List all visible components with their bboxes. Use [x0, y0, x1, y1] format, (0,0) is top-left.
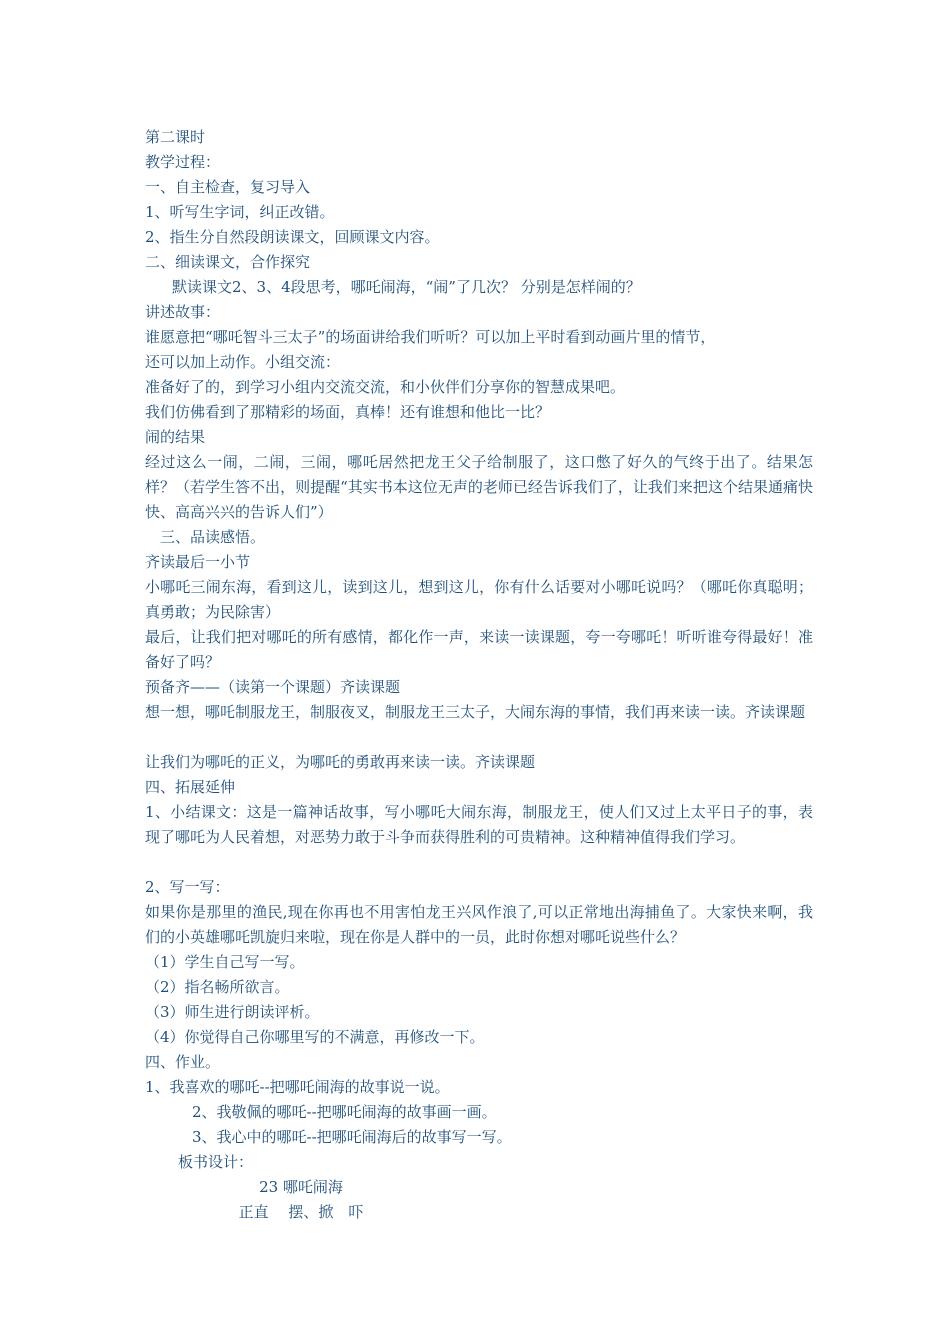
storytelling-label: 讲述故事：: [145, 303, 221, 321]
storytelling-prompt-line-2: 还可以加上动作。小组交流：: [145, 353, 341, 371]
writing-step-1: （1）学生自己写一写。: [145, 953, 305, 971]
writing-task-label: 2、写一写：: [145, 878, 230, 896]
result-paragraph: 经过这么一闹，二闹，三闹，哪吒居然把龙王父子给制服了，这口憋了好久的气终于出了。结果怎样？（若学生答不出，则提醒“其实书本这位无声的老师已经告诉我们了，让我们来把这个结果通痛快快、高高兴兴的告诉人们”）: [145, 453, 813, 521]
read-title-1: 预备齐——（读第一个课题）齐读课题: [145, 678, 401, 696]
section-3-heading: 三、品读感悟。: [160, 528, 266, 546]
board-design-label: 板书设计：: [178, 1153, 254, 1171]
step-1-1: 1、听写生字词，纠正改错。: [145, 203, 335, 221]
homework-item-2: 2、我敬佩的哪吒--把哪吒闹海的故事画一画。: [192, 1103, 497, 1121]
lesson-period-heading: 第二课时: [145, 128, 206, 146]
homework-item-3: 3、我心中的哪吒--把哪吒闹海后的故事写一写。: [192, 1128, 512, 1146]
read-last-section: 齐读最后一小节: [145, 553, 251, 571]
silent-reading-question: 默读课文2、3、4段思考，哪吒闹海，“闹”了几次？ 分别是怎样闹的？: [172, 278, 641, 296]
teaching-process-heading: 教学过程：: [145, 153, 221, 171]
storytelling-prompt-line-1: 谁愿意把“哪吒智斗三太子”的场面讲给我们听听？可以加上平时看到动画片里的情节，: [145, 328, 716, 346]
writing-step-2: （2）指名畅所欲言。: [145, 978, 290, 996]
reflection-paragraph: 小哪吒三闹东海，看到这儿，读到这儿，想到这儿，你有什么话要对小哪吒说吗？（哪吒你真聪明；真勇敢；为民除害）: [145, 578, 813, 621]
board-title: 23 哪吒闹海: [259, 1178, 343, 1196]
result-heading: 闹的结果: [145, 428, 206, 446]
group-exchange-text: 准备好了的，到学习小组内交流交流，和小伙伴们分享你的智慧成果吧。: [145, 378, 626, 396]
section-2-heading: 二、细读课文，合作探究: [145, 253, 311, 271]
writing-step-4: （4）你觉得自己你哪里写的不满意，再修改一下。: [145, 1028, 485, 1046]
writing-scenario-paragraph: 如果你是那里的渔民,现在你再也不用害怕龙王兴风作浪了,可以正常地出海捕鱼了。大家快来啊，我们的小英雄哪吒凯旋归来啦，现在你是人群中的一员，此时你想对哪吒说些什么？: [145, 903, 813, 946]
think-paragraph: 想一想，哪吒制服龙王，制服夜叉，制服龙王三太子，大闹东海的事情，我们再来读一读。齐读课题: [145, 703, 806, 721]
board-keywords: 正直 摆、掀 吓: [238, 1203, 364, 1221]
praise-text: 我们仿佛看到了那精彩的场面，真棒！还有谁想和他比一比？: [145, 403, 551, 421]
homework-heading: 四、作业。: [145, 1053, 221, 1071]
summary-paragraph: 1、小结课文：这是一篇神话故事，写小哪吒大闹东海，制服龙王，使人们又过上太平日子的事，表现了哪吒为人民着想，对恶势力敢于斗争而获得胜利的可贵精神。这种精神值得我们学习。: [145, 803, 813, 846]
section-4-heading: 四、拓展延伸: [145, 778, 236, 796]
writing-step-3: （3）师生进行朗读评析。: [145, 1003, 320, 1021]
read-title-2: 让我们为哪吒的正义，为哪吒的勇敢再来读一读。齐读课题: [145, 753, 536, 771]
final-praise-paragraph: 最后，让我们把对哪吒的所有感情，都化作一声，来读一读课题，夸一夸哪吒！听听谁夸得最好！准备好了吗？: [145, 628, 813, 671]
section-1-heading: 一、自主检查，复习导入: [145, 178, 311, 196]
step-1-2: 2、指生分自然段朗读课文，回顾课文内容。: [145, 228, 440, 246]
homework-item-1: 1、我喜欢的哪吒--把哪吒闹海的故事说一说。: [145, 1078, 450, 1096]
